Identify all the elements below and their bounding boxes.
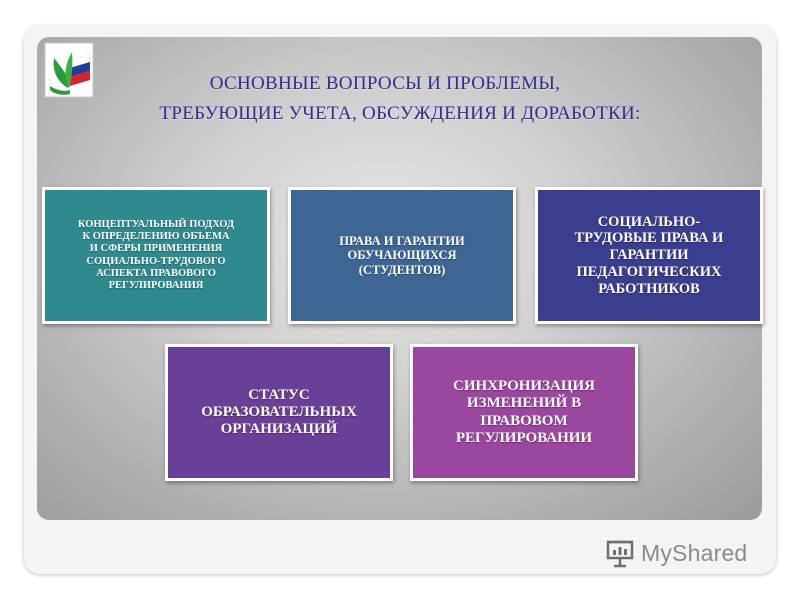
slide-title-line-2: ТРЕБУЮЩИЕ УЧЕТА, ОБСУЖДЕНИЯ И ДОРАБОТКИ:	[159, 103, 641, 124]
box-text-line: ПРАВОВОМ	[480, 412, 568, 429]
watermark-text: MyShared	[641, 539, 748, 566]
box-text-line: ПЕДАГОГИЧЕСКИХ	[576, 263, 722, 280]
box-text-line: КОНЦЕПТУАЛЬНЫЙ ПОДХОД	[77, 219, 235, 231]
box-text-line: И СФЕРЫ ПРИМЕНЕНИЯ	[89, 243, 223, 255]
slide-title-line-1: ОСНОВНЫЕ ВОПРОСЫ И ПРОБЛЕМЫ,	[209, 73, 561, 94]
box-text-line: СОЦИАЛЬНО-ТРУДОВОГО	[86, 255, 226, 267]
box-text-line: СОЦИАЛЬНО-	[597, 213, 701, 230]
issue-box-regulation-sync	[410, 344, 638, 481]
issue-box-teacher-labor-rights	[535, 187, 763, 324]
box-text-line: СИНХРОНИЗАЦИЯ	[453, 378, 595, 394]
issue-box-organization-status	[165, 344, 393, 481]
box-text	[201, 387, 357, 439]
box-text-line: ОРГАНИЗАЦИЙ	[220, 421, 338, 438]
box-text-line: СТАТУС	[248, 386, 310, 403]
box-text-line: РЕГУЛИРОВАНИИ	[455, 429, 593, 446]
box-text	[453, 378, 595, 447]
box-text-line: К ОПРЕДЕЛЕНИЮ ОБЪЕМА	[82, 231, 230, 243]
box-text	[575, 214, 724, 297]
box-text	[78, 219, 234, 291]
box-text-line: ИЗМЕНЕНИЙ В	[466, 395, 582, 412]
presentation-board-icon	[605, 538, 635, 568]
box-text	[339, 234, 465, 277]
box-text-line: РЕГУЛИРОВАНИЯ	[108, 279, 204, 291]
box-text-line: (СТУДЕНТОВ)	[358, 262, 446, 277]
box-text-line: РАБОТНИКОВ	[598, 280, 700, 297]
box-text-line: ГАРАНТИИ	[609, 247, 689, 264]
box-text-line: ОБРАЗОВАТЕЛЬНЫХ	[201, 403, 357, 420]
watermark	[605, 536, 765, 570]
box-text-line: АСПЕКТА ПРАВОВОГО	[96, 267, 216, 279]
box-text-line: ТРУДОВЫЕ ПРАВА И	[574, 230, 724, 247]
issue-box-student-rights	[288, 187, 516, 324]
issue-box-conceptual-approach	[42, 187, 270, 324]
box-text-line: ОБУЧАЮЩИХСЯ	[347, 248, 457, 263]
box-text-line: ПРАВА И ГАРАНТИИ	[339, 233, 465, 248]
